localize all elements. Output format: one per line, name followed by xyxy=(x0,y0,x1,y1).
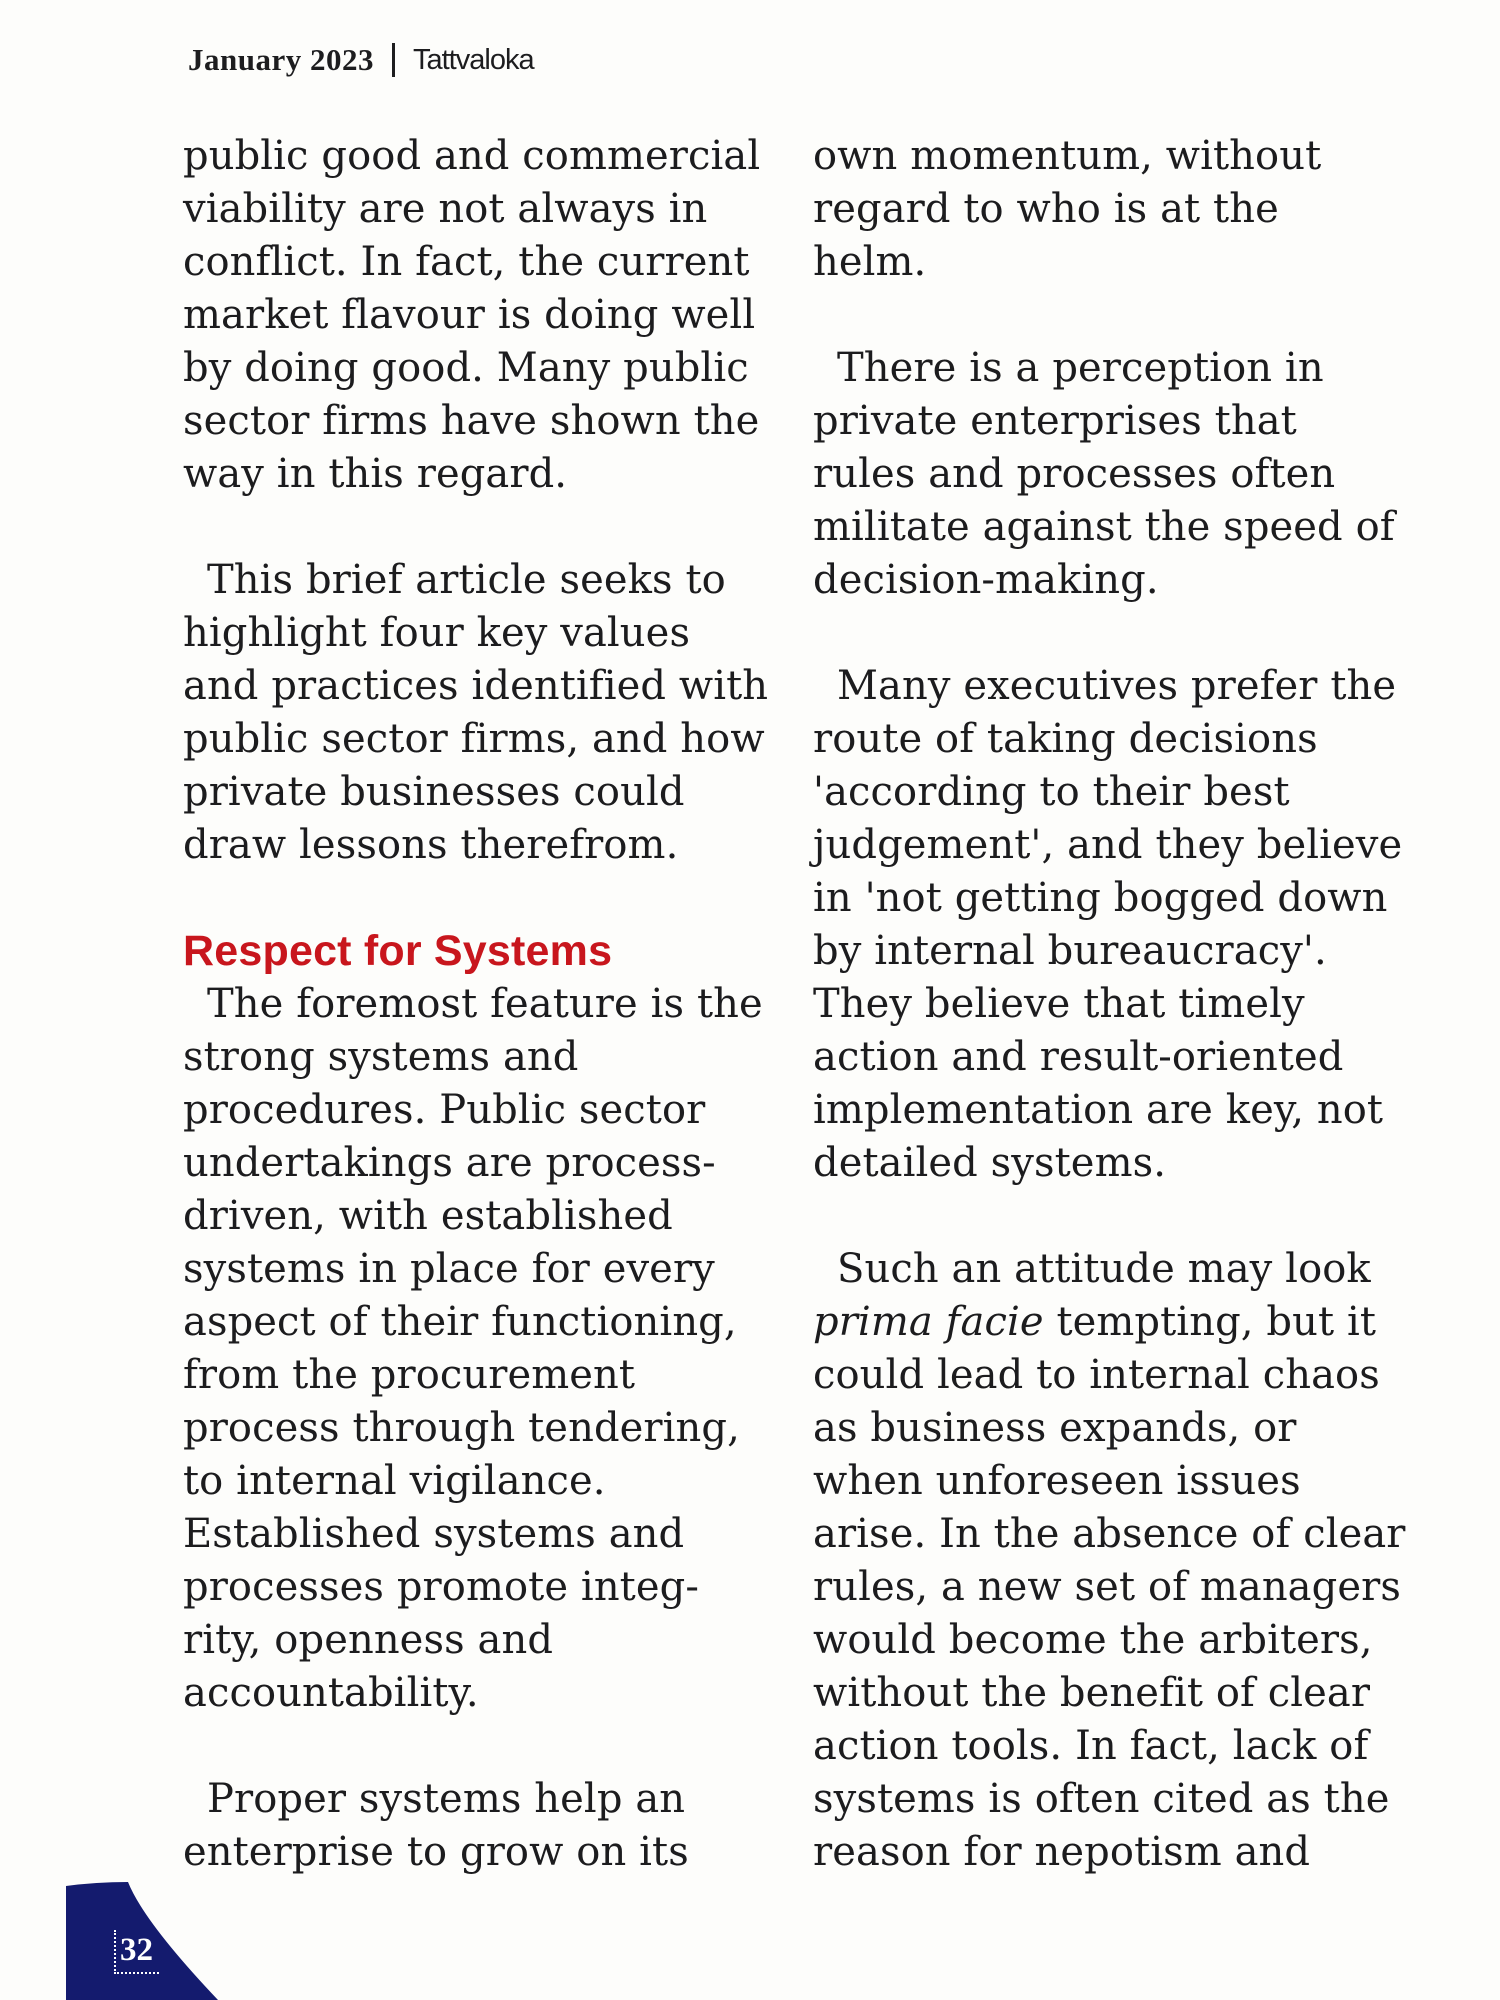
text-line: by doing good. Many public xyxy=(183,345,749,391)
text-line: driven, with established xyxy=(183,1193,673,1239)
text-line: processes promote integ- xyxy=(183,1564,699,1610)
text-fragment: tempting, but it xyxy=(1043,1299,1377,1345)
left-paragraph-4 xyxy=(183,1773,783,1879)
text-line: enterprise to grow on its xyxy=(183,1829,689,1875)
text-line: They believe that timely xyxy=(813,981,1305,1027)
text-line: public good and commercial xyxy=(183,133,761,179)
left-paragraph-2 xyxy=(183,554,783,872)
header-separator xyxy=(392,43,395,77)
text-line: systems in place for every xyxy=(183,1246,715,1292)
text-line: market flavour is doing well xyxy=(183,292,756,338)
right-paragraph-1 xyxy=(813,130,1413,289)
text-line: route of taking decisions xyxy=(813,716,1318,762)
page-number: 32 xyxy=(114,1930,159,1974)
left-paragraph-1 xyxy=(183,130,783,501)
text-line: procedures. Public sector xyxy=(183,1087,706,1133)
right-paragraph-2 xyxy=(813,342,1413,607)
magazine-name: Tattvaloka xyxy=(413,43,534,76)
text-line: public sector firms, and how xyxy=(183,716,765,762)
text-line: from the procurement xyxy=(183,1352,636,1398)
text-line: as business expands, or xyxy=(813,1405,1297,1451)
text-line: sector firms have shown the xyxy=(183,398,760,444)
issue-date: January 2023 xyxy=(188,42,374,77)
right-paragraph-3 xyxy=(813,660,1413,1190)
text-line: draw lessons therefrom. xyxy=(183,822,679,868)
text-line: would become the arbiters, xyxy=(813,1617,1373,1663)
text-line: to internal vigilance. xyxy=(183,1458,606,1504)
section-heading: Respect for Systems xyxy=(183,927,613,975)
text-line: aspect of their functioning, xyxy=(183,1299,737,1345)
text-line: way in this regard. xyxy=(183,451,568,497)
italic-phrase: prima facie xyxy=(813,1299,1044,1345)
text-line: action tools. In fact, lack of xyxy=(813,1723,1369,1769)
text-line: systems is often cited as the xyxy=(813,1776,1390,1822)
text-line: without the benefit of clear xyxy=(813,1670,1371,1716)
text-line: undertakings are process- xyxy=(183,1140,716,1186)
text-line: conflict. In fact, the current xyxy=(183,239,750,285)
text-line: in 'not getting bogged down xyxy=(813,875,1388,921)
text-line: detailed systems. xyxy=(813,1140,1167,1186)
text-line: arise. In the absence of clear xyxy=(813,1511,1406,1557)
text-line: highlight four key values xyxy=(183,610,691,656)
right-column xyxy=(813,130,1413,1879)
text-line: and practices identified with xyxy=(183,663,769,709)
text-line: by internal bureaucracy'. xyxy=(813,928,1327,974)
text-line: regard to who is at the xyxy=(813,186,1279,232)
text-line: accountability. xyxy=(183,1670,479,1716)
text-line: could lead to internal chaos xyxy=(813,1352,1380,1398)
left-paragraph-3 xyxy=(183,978,783,1720)
text-line: judgement', and they believe xyxy=(813,822,1403,868)
text-line: Established systems and xyxy=(183,1511,685,1557)
text-line: implementation are key, not xyxy=(813,1087,1384,1133)
text-line: strong systems and xyxy=(183,1034,579,1080)
text-line: action and result-oriented xyxy=(813,1034,1344,1080)
text-line: private enterprises that xyxy=(813,398,1297,444)
text-line: 'according to their best xyxy=(813,769,1290,815)
text-line: decision-making. xyxy=(813,557,1159,603)
text-line: viability are not always in xyxy=(183,186,708,232)
text-line: Such an attitude may look xyxy=(837,1246,1371,1292)
text-line: The foremost feature is the xyxy=(207,981,763,1027)
text-line: process through tendering, xyxy=(183,1405,740,1451)
left-column xyxy=(183,130,783,1879)
text-line: reason for nepotism and xyxy=(813,1829,1311,1875)
text-line: rules and processes often xyxy=(813,451,1336,497)
text-line: when unforeseen issues xyxy=(813,1458,1301,1504)
text-line: helm. xyxy=(813,239,927,285)
text-line: rules, a new set of managers xyxy=(813,1564,1401,1610)
text-line: Many executives prefer the xyxy=(837,663,1397,709)
page-header xyxy=(188,38,534,82)
text-line: militate against the speed of xyxy=(813,504,1395,550)
text-line: own momentum, without xyxy=(813,133,1322,179)
right-paragraph-4 xyxy=(813,1243,1413,1879)
text-line: There is a perception in xyxy=(837,345,1324,391)
text-line xyxy=(813,1296,1413,1349)
text-line: rity, openness and xyxy=(183,1617,554,1663)
text-line: This brief article seeks to xyxy=(207,557,726,603)
text-line: private businesses could xyxy=(183,769,685,815)
text-line: Proper systems help an xyxy=(207,1776,686,1822)
